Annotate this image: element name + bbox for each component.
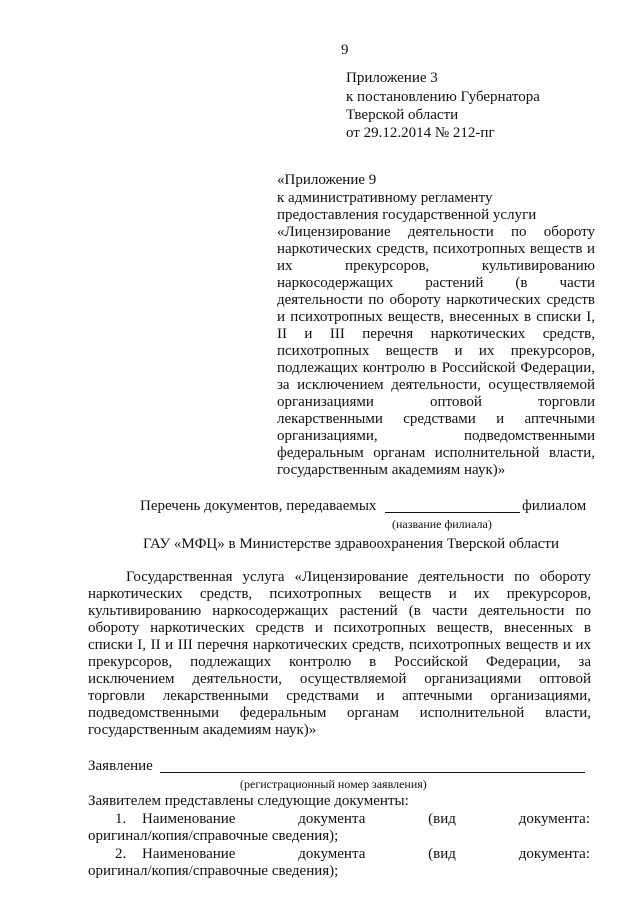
application-label: Заявление (88, 758, 153, 774)
application-number-caption: (регистрационный номер заявления) (240, 777, 427, 791)
annex9-line: «Лицензирование деятельности по обороту (277, 224, 595, 240)
service-line: списки I, II и III перечня наркотических средств, психотропных веществ и их (88, 637, 591, 653)
annex9-line: наркосодержащих растений (в части (277, 275, 595, 291)
item-number: 2. (115, 846, 127, 862)
service-line: подведомственными федеральным органам исполнительной власти, (88, 705, 591, 721)
item-number: 1. (115, 811, 127, 827)
annex9-line: наркотических средств, психотропных веществ и (277, 241, 595, 257)
item-line1: Наименование документа (вид документа: (142, 811, 590, 827)
annex9-line: предоставления государственной услуги (277, 207, 537, 223)
annex3-line: Приложение 3 (346, 70, 438, 86)
service-line: исключением деятельности, осуществляемой организациями оптовой (88, 671, 591, 687)
annex9-line: II и III перечня наркотических средств, (277, 326, 595, 342)
service-line: Государственная услуга «Лицензирование деятельности по обороту (126, 569, 591, 585)
item-line1: Наименование документа (вид документа: (142, 846, 590, 862)
service-line: обороту наркотических средств и психотропных веществ, внесенных в (88, 620, 591, 636)
application-number-blank (160, 772, 585, 773)
annex3-line: от 29.12.2014 № 212-пг (346, 125, 495, 141)
annex9-line: организациями, подведомственными (277, 428, 595, 444)
service-line: торговли лекарственными средствами и аптечными организациями, (88, 688, 591, 704)
annex9-line: и психотропных веществ, внесенных в списки I, (277, 309, 595, 325)
annex9-line: государственным академиям наук)» (277, 462, 506, 478)
annex3-line: Тверской области (346, 107, 459, 123)
branch-name-blank (385, 512, 520, 513)
annex9-line: к административному регламенту (277, 190, 493, 206)
heading-suffix: филиалом (522, 498, 587, 514)
branch-name-caption: (название филиала) (392, 517, 492, 531)
annex9-line: организациями оптовой торговли (277, 394, 595, 410)
service-line: прекурсоров, подлежащих контролю в Российской Федерации, за (88, 654, 591, 670)
annex9-line: их прекурсоров, культивированию (277, 258, 595, 274)
annex9-line: подлежащих контролю в Российской Федерации, (277, 360, 595, 376)
annex9-line: федеральным органам исполнительной власти, (277, 445, 595, 461)
heading-line2: ГАУ «МФЦ» в Министерстве здравоохранения Тверской области (143, 536, 560, 552)
annex3-line: к постановлению Губернатора (346, 89, 540, 105)
annex9-line: психотропных веществ и их прекурсоров, (277, 343, 595, 359)
annex9-line: лекарственными средствами и аптечными (277, 411, 595, 427)
annex9-line: деятельности по обороту наркотических средств (277, 292, 595, 308)
item-line2: оригинал/копия/справочные сведения); (88, 828, 339, 844)
item-line2: оригинал/копия/справочные сведения); (88, 863, 339, 879)
service-line: культивированию наркосодержащих растений (в части деятельности по (88, 603, 591, 619)
service-line: государственным академиям наук)» (88, 722, 317, 738)
annex9-line: «Приложение 9 (277, 172, 377, 188)
documents-presented: Заявителем представлены следующие документы: (88, 793, 409, 809)
page-number: 9 (341, 42, 349, 58)
heading-prefix: Перечень документов, передаваемых (140, 498, 377, 514)
annex9-line: за исключением деятельности, осуществляемой (277, 377, 595, 393)
service-line: наркотических средств, психотропных веществ и их прекурсоров, (88, 586, 591, 602)
